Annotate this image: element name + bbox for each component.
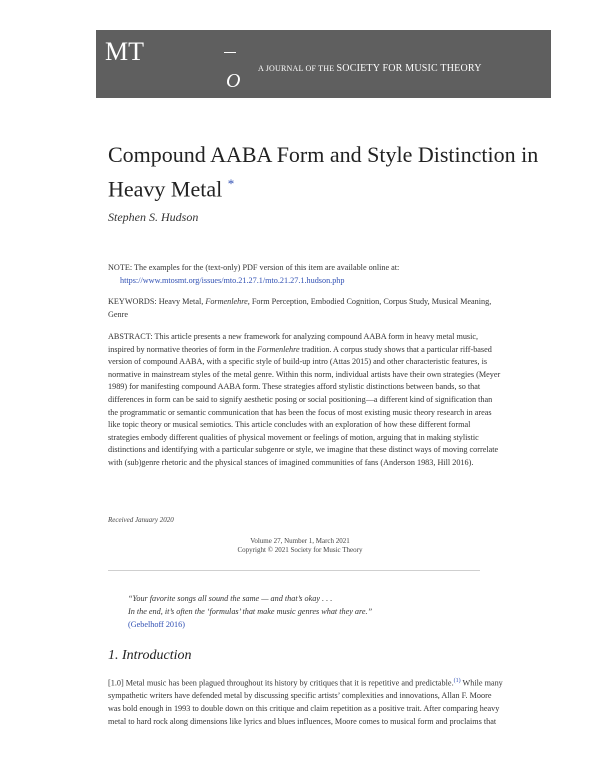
title-footnote-link[interactable]: * (227, 176, 235, 191)
footnote-1-link[interactable]: (1) (453, 678, 461, 684)
divider (108, 570, 480, 571)
intro-paragraph (108, 675, 503, 728)
journal-name: SOCIETY FOR MUSIC THEORY (336, 63, 482, 74)
epigraph-citation-link[interactable]: (Gebelhoff 2016) (128, 619, 185, 629)
abstract-part1: ABSTRACT: This article presents a new framework for analyzing compound AABA form in heavy metal music, inspired by normative theories of form in the (108, 332, 479, 354)
volume-line: Volume 27, Number 1, March 2021 (250, 537, 350, 545)
keywords-rest: , Form Perception, Embodied Cognition, Corpus Study, Musical Meaning, Genre (108, 297, 492, 319)
abstract-italic-term: Formenlehre (257, 344, 300, 354)
keywords (108, 296, 503, 321)
keyword-formenlehre: Formenlehre (205, 297, 248, 306)
epigraph-line-1: “Your favorite songs all sound the same — and that’s okay . . . (128, 594, 333, 603)
author-name: Stephen S. Hudson (108, 210, 199, 224)
article-title (108, 140, 568, 203)
keywords-label: KEYWORDS: Heavy Metal, (108, 297, 204, 306)
intro-text-b: While many sympathetic writers have defended metal by discussing specific artists’ complexities and innovations, Allan F. Moore was bold enough in 1993 to double down on this critique and claim repetition as a positive trait. After comparing heavy metal to hard rock along dimensions like lyrics and blues influences, Moore comes to musical form and proclaims that (108, 678, 503, 726)
examples-link[interactable]: https://www.mtosmt.org/issues/mto.21.27.1/mto.21.27.1.hudson.php (120, 275, 345, 285)
volume-info (0, 537, 600, 555)
copyright-line: Copyright © 2021 Society for Music Theory (237, 546, 363, 554)
section-heading-introduction: 1. Introduction (108, 648, 192, 663)
journal-prefix: A JOURNAL OF THE (258, 64, 335, 73)
article-title-text: Compound AABA Form and Style Distinction in Heavy Metal (108, 142, 539, 202)
note-text: NOTE: The examples for the (text-only) PDF version of this item are available online at: (108, 263, 400, 272)
abstract (108, 331, 503, 470)
epigraph (128, 593, 372, 631)
journal-tagline (258, 63, 482, 74)
pdf-note (108, 262, 503, 287)
received-date: Received January 2020 (108, 516, 174, 524)
paragraph-number: [1.0] (108, 678, 124, 688)
abstract-part2: tradition. A corpus study shows that a particular riff-based version of compound AABA, with a specific style of build-up intro (Attas 2015) and other characteristic features, is normative in mainstream styles of the metal genre. Within this norm, individual artists have their own strategies (Meyer 1989) for manifesting compound AABA form. These strategies afford stylistic distinctions between bands, so that differences in form can be said to signify aesthetic posing or social positioning—a different kind of signification than the programmatic or semantic communication that has been the focus of most existing music theory research in areas like topic theory or musical semiotics. This article concludes with an exploration of how these different formal strategies embody different qualities of physical movement or feelings of motion, arguing that in making stylistic distinctions and identifying with a particular subgenre or style, we imagine that these distinct ways of moving correlate with (sub)genre rhetoric and the physical stances of imagined communities of fans (Anderson 1983, Hill 2016). (108, 344, 501, 467)
intro-text-a: Metal music has been plagued throughout its history by critiques that it is repetitive and predictable. (125, 678, 454, 688)
journal-logo-o: O (226, 70, 241, 92)
logo-stroke (224, 52, 236, 53)
epigraph-line-2: In the end, it’s often the ‘formulas’ that make music genres what they are.” (128, 606, 373, 616)
journal-logo[interactable]: MT (105, 37, 144, 66)
